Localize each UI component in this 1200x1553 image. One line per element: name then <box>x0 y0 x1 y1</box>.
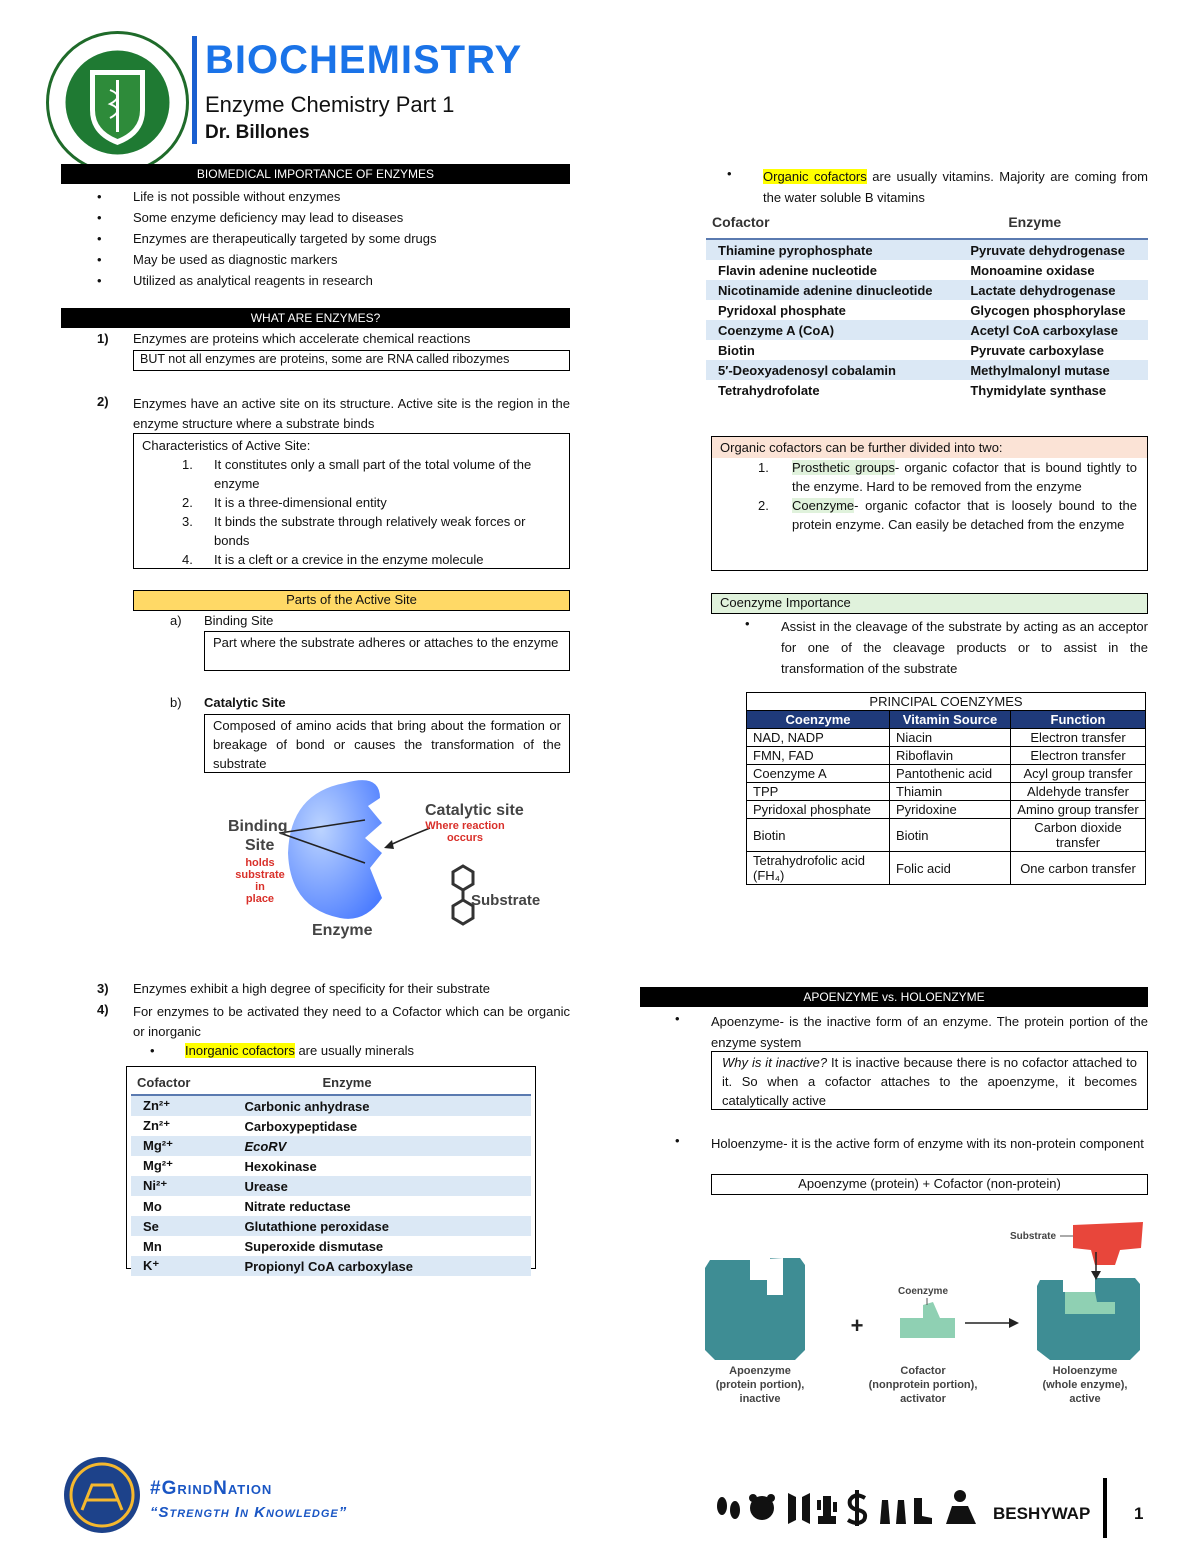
inorganic-cofactor-table-box <box>126 1066 536 1274</box>
highlight: Organic cofactors <box>763 169 867 184</box>
parts-of-active-site-header: Parts of the Active Site <box>133 590 570 611</box>
table-cell: TPP <box>747 783 890 801</box>
list-item: • Some enzyme deficiency may lead to diseases <box>61 207 570 228</box>
table-cell: NAD, NADP <box>747 729 890 747</box>
list-item: • Life is not possible without enzymes <box>61 186 570 207</box>
table-cell: Pyridoxine <box>890 801 1011 819</box>
substrate-label: Substrate <box>1009 1231 1057 1242</box>
item-number: 2) <box>97 394 109 409</box>
table-cell: Superoxide dismutase <box>244 1238 384 1254</box>
table-cell: Tetrahydrofolic acid (FH₄) <box>747 852 890 885</box>
catalytic-label: Catalytic site <box>425 802 524 819</box>
table-cell: Carboxypeptidase <box>244 1118 358 1134</box>
organic-cofactor-table-box <box>706 210 1148 400</box>
table-row <box>131 1256 531 1276</box>
list-item: • Utilized as analytical reagents in research <box>61 270 570 291</box>
cofactor-caption: (nonprotein portion), <box>868 1379 978 1391</box>
table-row <box>747 729 1146 747</box>
brand: BESHYWAP <box>993 1504 1091 1523</box>
table-cell: Hexokinase <box>244 1158 317 1174</box>
highlight: Prosthetic groups <box>792 460 895 475</box>
holds-label: place <box>245 893 275 905</box>
text: are usually vitamins. Majority are coming from the water soluble B vitamins <box>763 169 1149 205</box>
item-number: 4) <box>97 1002 109 1017</box>
table-cell: Electron transfer <box>1011 729 1146 747</box>
table-cell: Pyridoxal phosphate <box>747 801 890 819</box>
page-subtitle: Enzyme Chemistry Part 1 <box>205 92 455 117</box>
table-cell: Mn <box>143 1238 162 1254</box>
holds-label: substrate <box>235 869 285 881</box>
table-cell: Urease <box>232 1176 531 1196</box>
item-number: 4. <box>182 552 193 567</box>
list-item: • May be used as diagnostic markers <box>61 249 570 270</box>
footprints-icon <box>717 1497 740 1519</box>
table-cell: Glycogen phosphorylase <box>970 302 1126 318</box>
item-label: b) <box>170 695 182 710</box>
active-site-characteristics-box <box>133 433 570 569</box>
list-item <box>142 512 561 550</box>
bullet-icon: • <box>727 166 732 181</box>
highlight: Coenzyme <box>792 498 855 513</box>
table-cell: Carbon dioxide transfer <box>1011 819 1146 852</box>
table-cell: Coenzyme A <box>747 765 890 783</box>
holoenzyme-caption: active <box>1069 1393 1101 1405</box>
table-cell: Thiamine pyrophosphate <box>706 239 958 260</box>
reader-icon <box>946 1490 976 1524</box>
table-cell: Mg²⁺ <box>131 1136 232 1156</box>
holoenzyme-text: Holoenzyme- it is the active form of enzyme with its non-protein component <box>711 1136 1144 1151</box>
footer-divider <box>1103 1478 1107 1538</box>
item-number: 2. <box>182 495 193 510</box>
coenzyme-importance-header: Coenzyme Importance <box>711 593 1148 614</box>
table-cell: K⁺ <box>131 1256 232 1276</box>
table-cell: Biotin <box>718 342 755 358</box>
section-header-what-are-enzymes: WHAT ARE ENZYMES? <box>61 308 570 328</box>
principal-coenzymes-table <box>746 692 1146 885</box>
box-title: Organic cofactors can be further divided into two: <box>712 437 1147 458</box>
table-row <box>747 819 1146 852</box>
table-cell: Thiamin <box>890 783 1011 801</box>
where-label: occurs <box>446 832 484 844</box>
table-cell: Pantothenic acid <box>890 765 1011 783</box>
item-number: 2. <box>758 498 769 513</box>
table-cell: Acyl group transfer <box>1011 765 1146 783</box>
paragraph: Enzymes have an active site on its structure. Active site is the region in the enzyme structure where a substrate binds <box>133 396 570 431</box>
table-cell: EcoRV <box>232 1136 531 1156</box>
table-cell: Propionyl CoA carboxylase <box>232 1256 531 1276</box>
table-cell: Folic acid <box>890 852 1011 885</box>
table-row <box>747 747 1146 765</box>
footer-icon-strip <box>710 1478 985 1528</box>
holds-label: in <box>255 881 265 893</box>
table-cell: Mg²⁺ <box>143 1158 173 1173</box>
section-header-biomedical: BIOMEDICAL IMPORTANCE OF ENZYMES <box>61 164 570 184</box>
site-label: Site <box>245 837 275 854</box>
table-row <box>706 340 1148 360</box>
list-item <box>142 493 561 512</box>
table-cell: Monoamine oxidase <box>970 262 1095 278</box>
table-cell: Flavin adenine nucleotide <box>718 262 877 278</box>
bullet-icon: • <box>745 616 750 631</box>
item-number: 3) <box>97 981 109 996</box>
table-cell: Amino group transfer <box>1011 801 1146 819</box>
table-cell: Thymidylate synthase <box>970 382 1107 398</box>
header-accent-bar <box>192 36 197 144</box>
binding-site-title: Binding Site <box>204 613 274 628</box>
inorganic-cofactor-table <box>131 1071 531 1276</box>
column-header: Enzyme <box>958 210 1148 239</box>
table-row <box>747 801 1146 819</box>
column-header: Cofactor <box>131 1071 232 1095</box>
arrowhead-icon <box>1009 1318 1019 1328</box>
table-cell: Aldehyde transfer <box>1011 783 1146 801</box>
apo-holo-diagram <box>695 1210 1155 1410</box>
table-cell: Mo <box>143 1198 162 1214</box>
author: Dr. Billones <box>205 122 310 143</box>
catalytic-site-box: Composed of amino acids that bring about the formation or breakage of bond or causes the transformation of the substrate <box>204 714 570 773</box>
binding-site-box: Part where the substrate adheres or attaches to the enzyme <box>204 631 570 671</box>
table-row <box>706 300 1148 320</box>
boots-icon <box>914 1498 932 1524</box>
bullet-icon: • <box>150 1043 155 1058</box>
table-cell: Pyruvate carboxylase <box>970 342 1105 358</box>
table-cell: Electron transfer <box>1011 747 1146 765</box>
table-cell: Pyridoxal phosphate <box>718 302 846 318</box>
table-cell: Zn²⁺ <box>143 1118 171 1133</box>
column-header: Enzyme <box>232 1071 531 1095</box>
coenzyme-shape <box>900 1302 955 1338</box>
table-cell: Se <box>131 1216 232 1236</box>
grindnation-logo <box>62 1455 142 1535</box>
holoenzyme-shape <box>1037 1278 1140 1360</box>
table-row <box>747 765 1146 783</box>
formula-box: Apoenzyme (protein) + Cofactor (non-protein) <box>711 1174 1148 1195</box>
holoenzyme-caption: Holoenzyme <box>1052 1365 1118 1377</box>
column-header: Vitamin Source <box>890 711 1011 729</box>
table-cell: Lactate dehydrogenase <box>958 280 1148 300</box>
paragraph: Enzymes are proteins which accelerate chemical reactions <box>133 331 471 346</box>
table-cell: Nicotinamide adenine dinucleotide <box>706 280 958 300</box>
item-text: It binds the substrate through relatively weak forces or bonds <box>214 514 526 548</box>
item-number: 1. <box>182 457 193 472</box>
table-cell: Riboflavin <box>890 747 1011 765</box>
hands-icon <box>880 1500 906 1524</box>
table-cell: Pyruvate dehydrogenase <box>958 239 1148 260</box>
item-text: It is a cleft or a crevice in the enzyme molecule <box>214 552 484 567</box>
table-cell: Biotin <box>747 819 890 852</box>
column-header: Cofactor <box>706 210 958 239</box>
table-row <box>706 280 1148 300</box>
apoenzyme-text: Apoenzyme- is the inactive form of an enzyme. The protein portion of the enzyme system <box>711 1014 1148 1050</box>
highlight: Inorganic cofactors <box>185 1043 295 1058</box>
substrate-hexagon <box>453 866 473 890</box>
apoenzyme-caption: Apoenzyme <box>729 1365 791 1377</box>
bear-icon <box>749 1494 775 1520</box>
hashtag: #GrindNation <box>150 1478 273 1499</box>
column-header: Function <box>1011 711 1146 729</box>
item-text: It constitutes only a small part of the total volume of the enzyme <box>214 457 532 491</box>
active-site-diagram <box>220 778 560 948</box>
item-number: 1) <box>97 331 109 346</box>
cactus-icon <box>817 1496 837 1524</box>
table-row <box>706 380 1148 400</box>
enzyme-label: Enzyme <box>312 922 373 939</box>
list-item <box>712 496 1147 534</box>
table-cell: Nitrate reductase <box>244 1198 351 1214</box>
inorganic-cofactors-line <box>185 1043 414 1058</box>
page-number: 1 <box>1134 1504 1144 1523</box>
table-cell: Carbonic anhydrase <box>232 1095 531 1116</box>
table-row <box>131 1176 531 1196</box>
biomedical-list <box>61 186 570 291</box>
table-row <box>706 260 1148 280</box>
apoenzyme-caption: inactive <box>739 1393 781 1405</box>
bts-logo-icon <box>788 1493 810 1524</box>
cofactor-caption: activator <box>900 1393 946 1405</box>
catalytic-site-title: Catalytic Site <box>204 695 286 710</box>
table-cell: Methylmalonyl mutase <box>958 360 1148 380</box>
table-cell: Tetrahydrofolate <box>718 382 820 398</box>
binding-label: Binding <box>228 818 288 835</box>
text: are usually minerals <box>294 1043 415 1058</box>
table-row <box>131 1196 531 1216</box>
section-header-apo-holo: APOENZYME vs. HOLOENZYME <box>640 987 1148 1007</box>
bullet-icon: • <box>675 1011 680 1026</box>
text: - organic cofactor that is bound tightly to the enzyme. Hard to be removed from the enzyme <box>792 460 1137 494</box>
note-box: BUT not all enzymes are proteins, some are RNA called ribozymes <box>133 350 570 371</box>
where-label: Where reaction <box>425 820 505 832</box>
table-row <box>747 783 1146 801</box>
text: It is inactive because there is no cofactor attached to it. So when a cofactor attaches to the apoenzyme, it becomes catalytically active <box>722 1055 1137 1108</box>
paragraph: For enzymes to be activated they need to a Cofactor which can be organic or inorganic <box>133 1004 570 1039</box>
arrowhead-icon <box>384 840 394 849</box>
text: - organic cofactor that is loosely bound to the protein enzyme. Can easily be detached from the enzyme <box>792 498 1137 532</box>
coenzyme-importance-text: Assist in the cleavage of the substrate by acting as an acceptor for one of the cleavage products or to assist in the transformation of the substrate <box>781 619 1148 676</box>
table-cell: Glutathione peroxidase <box>232 1216 531 1236</box>
table-cell: Biotin <box>890 819 1011 852</box>
table-cell: Niacin <box>890 729 1011 747</box>
list-item <box>712 458 1147 496</box>
item-text: It is a three-dimensional entity <box>214 495 387 510</box>
table-row <box>706 239 1148 260</box>
table-row <box>747 852 1146 885</box>
table-cell: FMN, FAD <box>747 747 890 765</box>
organic-cofactor-table <box>706 210 1148 400</box>
table-cell: 5′-Deoxyadenosyl cobalamin <box>706 360 958 380</box>
table-cell: Zn²⁺ <box>131 1095 232 1116</box>
table-row <box>131 1116 531 1136</box>
item-number: 3. <box>182 514 193 529</box>
list-item <box>142 550 561 569</box>
table-title: PRINCIPAL COENZYMES <box>747 693 1146 711</box>
page-title: BIOCHEMISTRY <box>205 38 523 82</box>
table-row <box>131 1216 531 1236</box>
holoenzyme-caption: (whole enzyme), <box>1042 1379 1128 1391</box>
table-row <box>131 1236 531 1256</box>
enzyme-shape <box>288 780 382 919</box>
dollar-icon <box>848 1490 865 1526</box>
substrate-hexagon <box>453 900 473 924</box>
table-cell: Ni²⁺ <box>131 1176 232 1196</box>
table-cell: One carbon transfer <box>1011 852 1146 885</box>
table-row <box>131 1095 531 1116</box>
column-header: Coenzyme <box>747 711 890 729</box>
paragraph: Enzymes exhibit a high degree of specificity for their substrate <box>133 981 490 996</box>
organic-cofactors-line <box>763 166 1148 208</box>
coenzyme-label: Coenzyme <box>897 1286 949 1297</box>
box-title: Characteristics of Active Site: <box>142 438 311 453</box>
why-inactive-box <box>711 1051 1148 1110</box>
table-cell: Coenzyme A (CoA) <box>706 320 958 340</box>
table-cell: Acetyl CoA carboxylase <box>958 320 1148 340</box>
list-item: • Enzymes are therapeutically targeted by some drugs <box>61 228 570 249</box>
question: Why is it inactive? <box>722 1055 828 1070</box>
organic-cofactor-division-box <box>711 436 1148 571</box>
item-number: 1. <box>758 460 769 475</box>
cofactor-caption: Cofactor <box>900 1365 946 1377</box>
arrow-icon <box>388 828 430 846</box>
plus-sign: + <box>850 1313 864 1338</box>
university-seal-logo <box>45 30 190 175</box>
item-label: a) <box>170 613 182 628</box>
apoenzyme-caption: (protein portion), <box>715 1379 805 1391</box>
table-row <box>131 1136 531 1156</box>
bullet-icon: • <box>675 1133 680 1148</box>
holds-label: holds <box>245 857 275 869</box>
list-item <box>142 455 561 493</box>
substrate-shape <box>1073 1222 1143 1265</box>
table-row <box>706 320 1148 340</box>
table-row <box>706 360 1148 380</box>
table-row <box>131 1156 531 1176</box>
motto: “Strength In Knowledge” <box>150 1504 348 1521</box>
substrate-label: Substrate <box>471 892 541 909</box>
